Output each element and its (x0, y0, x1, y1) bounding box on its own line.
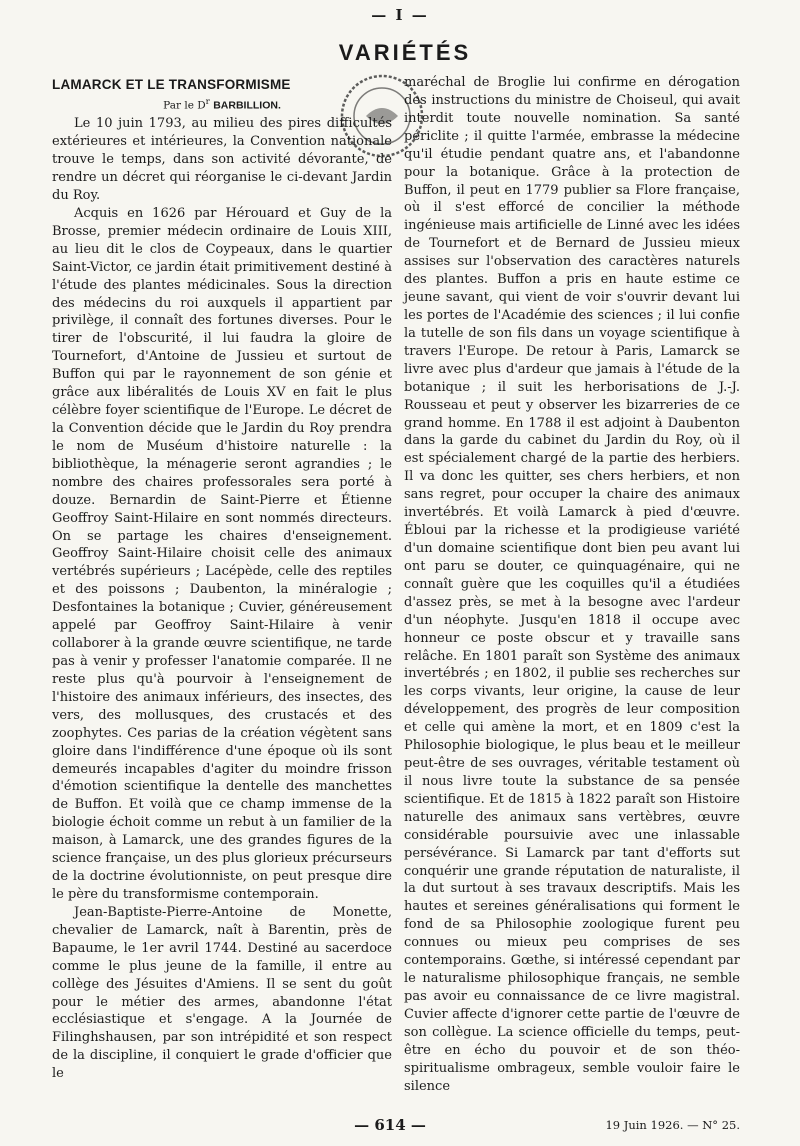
paragraph-1: Le 10 juin 1793, au milieu des pires difficultés extérieures et intérieures, la Convention nationale trouve le temps, dans son activité dévorante, de rendre un décret qui réorganise le ci-devant Jardin du Roy. (52, 116, 392, 204)
byline-prefix: Par le D (163, 99, 206, 112)
article-byline (52, 94, 392, 115)
article-title: LAMARCK ET LE TRANSFORMISME (52, 77, 291, 92)
top-mark: — I — (371, 6, 429, 24)
section-title: VARIÉTÉS (338, 40, 472, 65)
byline-sup: r (205, 96, 210, 107)
right-column-text: maréchal de Broglie lui confirme en dérogation des instructions du ministre de Choiseul, qui avait interdit toute nouvelle nomination. Sa santé périclite ; il quitte l'armée, embrasse la médecine qu'il étudie pendant quatre ans, et l'abandonne pour la botanique. Grâce à la protection de Buffon, il peut en 1779 publier sa Flore française, où il s'est efforcé de concilier la méthode ingénieuse mais artificielle de Linné avec les idées de Tournefort et de Bernard de Jussieu mieux assises sur l'observation des caractères naturels des plantes. Buffon a pris en haute estime ce jeune savant, qui vient de voir s'ouvrir devant lui les portes de l'Académie des sciences ; il lui confie la tutelle de son fils dans un voyage scientifique à travers l'Europe. De retour à Paris, Lamarck se livre avec plus d'ardeur que jamais à l'étude de la botanique ; il suit les herborisations de J.-J. Rousseau et peut y observer les bizarreries de ce grand homme. En 1788 il est adjoint à Daubenton dans la garde du cabinet du Jardin du Roy, où il est spécialement chargé de la partie des herbiers. Il va donc les quitter, ses chers herbiers, et non sans regret, pour occuper la chaire des animaux invertébrés. Et voilà Lamarck à pied d'œuvre. Ébloui par la richesse et la prodigieuse variété d'un domaine scientifique dont bien peu avant lui ont paru se douter, ce quinquagénaire, qui ne connaît guère que les coquilles qu'il a étudiées d'assez près, se met à la besogne avec l'ardeur d'un néophyte. Jusqu'en 1818 il occupe avec honneur ce poste obscur et y travaille sans relâche. En 1801 paraît son Système des animaux invertébrés ; en 1802, il publie ses recherches sur les corps vivants, leur origine, la cause de leur développement, des progrès de leur composition et celle qui amène la mort, et en 1809 c'est la Philosophie biologique, le plus beau et le meilleur peut-être de ses ouvrages, véritable testament où il nous livre toute la substance de sa pensée scientifique. Et de 1815 à 1822 paraît son Histoire naturelle des animaux sans vertèbres, œuvre considérable poursuivie avec une inlassable persévérance. Si Lamarck par tant d'efforts sut conquérir une grande réputation de naturaliste, il la dut surtout à ses travaux descriptifs. Mais les hautes et sereines généralisations qui forment le fond de sa Philosophie zoologique furent peu connues ou mieux peu comprises de ses contemporains. Gœthe, si intéressé cependant par le naturalisme philosophique français, ne semble pas avoir eu connaissance de ce livre magistral. Cuvier affecte d'ignorer cette partie de l'œuvre de son collègue. La science officielle du temps, peut-être en écho du pouvoir et de son théo-spiritualisme ombrageux, semble vouloir faire le silence (404, 75, 740, 1094)
paragraph-2: Acquis en 1626 par Hérouard et Guy de la Brosse, premier médecin ordinaire de Louis XIII, au lieu dit le clos de Coypeaux, dans le quartier Saint-Victor, ce jardin était primitivement destiné à l'étude des plantes médicinales. Sous la direction des médecins du roi auxquels il appartient par privilège, il connaît des fortunes diverses. Pour le tirer de l'obscurité, il lui faudra la gloire de Tournefort, d'Antoine de Jussieu et surtout de Buffon qui par le rayonnement de son génie et grâce aux libéralités de Louis XV en fait le plus célèbre foyer scientifique de l'Europe. Le décret de la Convention décide que le Jardin du Roy prendra le nom de Muséum d'histoire naturelle : la bibliothèque, la ménagerie seront agrandies ; le nombre des chaires professorales sera porté à douze. Bernardin de Saint-Pierre et Étienne Geoffroy Saint-Hilaire en sont nommés directeurs. On se partage les chaires d'enseignement. Geoffroy Saint-Hilaire choisit celle des animaux vertébrés supérieurs ; Lacépède, celle des reptiles et des poissons ; Daubenton, la minéralogie ; Desfontaines la botanique ; Cuvier, généreusement appelé par Geoffroy Saint-Hilaire à venir collaborer à la grande œuvre scientifique, ne tarde pas à venir y professer l'anatomie comparée. Il ne reste plus qu'à pourvoir à l'enseignement de l'histoire des animaux inférieurs, des insectes, des vers, des mollusques, des crustacés et des zoophytes. Ces parias de la création végètent sans gloire dans l'indifférence d'une époque où ils sont demeurés incapables d'agiter du moindre frisson d'émotion scientifique la dentelle des manchettes de Buffon. Et voilà que ce champ immense de la biologie échoit comme un rebut à un familier de la maison, à Lamarck, une des grandes figures de la science française, un des plus glorieux précurseurs de la doctrine évolutionniste, on peut presque dire le père du transformisme contemporain. (52, 205, 392, 902)
paragraph-3: Jean-Baptiste-Pierre-Antoine de Monette, chevalier de Lamarck, naît à Barentin, près de Bapaume, le 1er avril 1744. Destiné au sacerdoce comme le plus jeune de la famille, il entre au collège des Jésuites d'Amiens. Il se sent du goût pour le métier des armes, abandonne l'état ecclésiastique et s'engage. A la Journée de Filinghshausen, par son intrépidité et son respect de la discipline, il conquiert le grade d'officier que le (52, 904, 392, 1082)
right-column (404, 74, 740, 1096)
left-column (52, 76, 392, 1083)
issue-date: 19 Juin 1926. — N° 25. (605, 1118, 740, 1132)
page-number: — 614 — (354, 1116, 426, 1134)
byline-author: BARBILLION. (213, 99, 281, 112)
